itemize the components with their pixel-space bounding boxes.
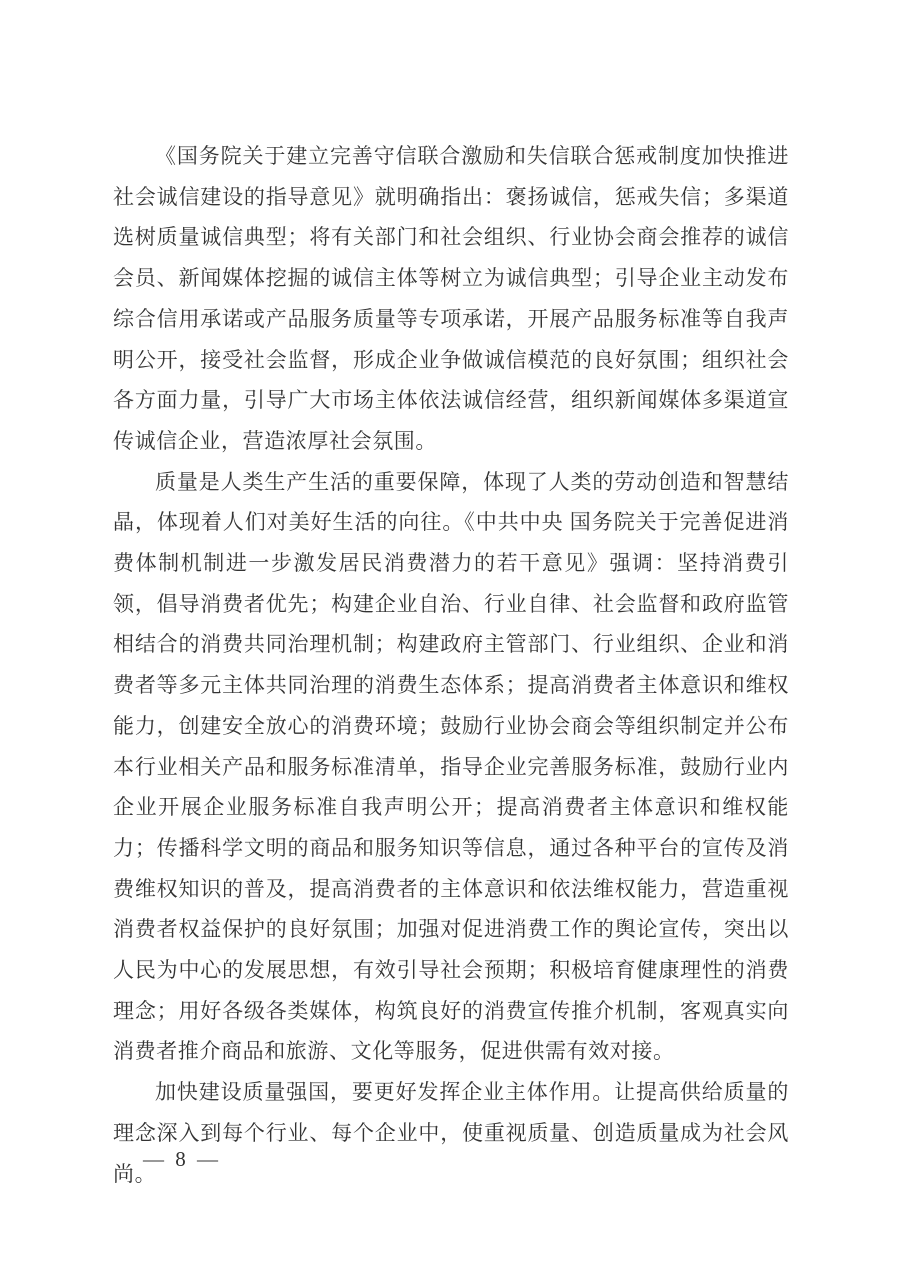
paragraph-quality-consumption: 质量是人类生产生活的重要保障，体现了人类的劳动创造和智慧结晶，体现着人们对美好生活的向往。《中共中央 国务院关于完善促进消费体制机制进一步激发居民消费潜力的若干意见》强调：坚持消费引领，倡导消费者优先；构建企业自治、行业自律、社会监督和政府监管相结合的消费共同治理机制；构建政府主管部门、行业组织、企业和消费者等多元主体共同治理的消费生态体系；提高消费者主体意识和维权能力，创建安全放心的消费环境；鼓励行业协会商会等组织制定并公布本行业相关产品和服务标准清单，指导企业完善服务标准，鼓励行业内企业开展企业服务标准自我声明公开；提高消费者主体意识和维权能力；传播科学文明的商品和服务知识等信息，通过各种平台的宣传及消费维权知识的普及，提高消费者的主体意识和依法维权能力，营造重视消费者权益保护的良好氛围；加强对促进消费工作的舆论宣传，突出以人民为中心的发展思想，有效引导社会预期；积极培育健康理性的消费理念；用好各级各类媒体，构筑良好的消费宣传推介机制，客观真实向消费者推介商品和旅游、文化等服务，促进供需有效对接。: [113, 469, 789, 1064]
paragraph-guiding-opinions-credit: 《国务院关于建立完善守信联合激励和失信联合惩戒制度加快推进社会诚信建设的指导意见》就明确指出：褒扬诚信，惩戒失信；多渠道选树质量诚信典型；将有关部门和社会组织、行业协会商会推荐的诚信会员、新闻媒体挖掘的诚信主体等树立为诚信典型；引导企业主动发布综合信用承诺或产品服务质量等专项承诺，开展产品服务标准等自我声明公开，接受社会监督，形成企业争做诚信模范的良好氛围；组织社会各方面力量，引导广大市场主体依法诚信经营，组织新闻媒体多渠道宣传诚信企业，营造浓厚社会氛围。: [113, 144, 789, 453]
page-number: — 8 —: [143, 1147, 221, 1171]
document-body: [113, 136, 789, 1194]
paragraph-quality-nation: 加快建设质量强国，要更好发挥企业主体作用。让提高供给质量的理念深入到每个行业、每个企业中，使重视质量、创造质量成为社会风尚。: [113, 1080, 789, 1186]
